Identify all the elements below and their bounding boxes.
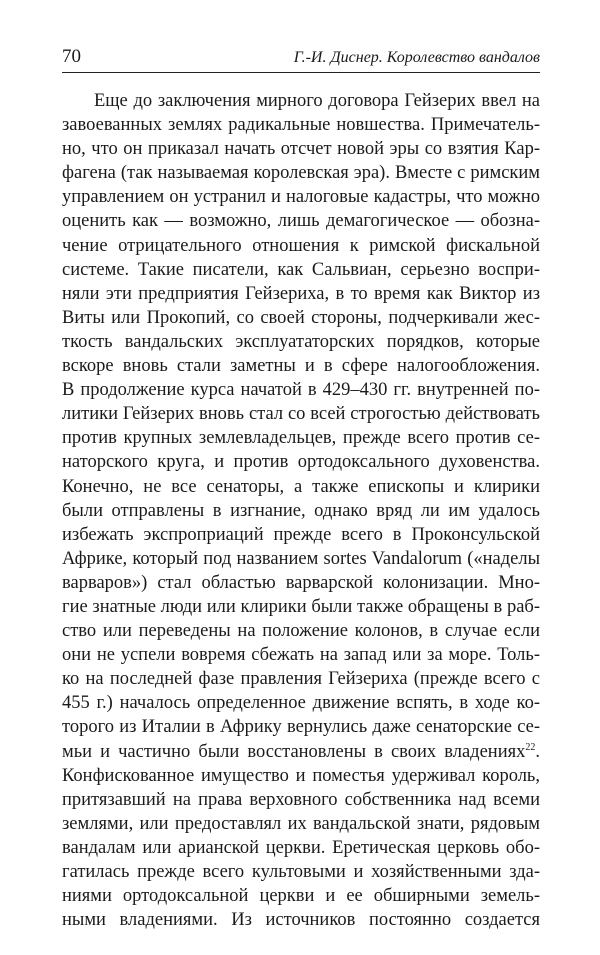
text-line <box>62 812 540 836</box>
text-line-content: няли эти предприятия Гейзериха, в то время как Виктор из <box>62 283 540 304</box>
text-line <box>62 161 540 185</box>
text-line <box>62 908 540 932</box>
text-line <box>62 402 540 426</box>
text-line <box>62 764 540 788</box>
text-line-content: были отправлены в изгнание, однако вряд ли им удалось <box>62 500 540 521</box>
text-line-content: Конечно, не все сенаторы, а также епископы и клирики <box>62 476 540 497</box>
running-header <box>62 44 540 73</box>
text-line-content: варваров») стал областью варварской колонизации. Мно- <box>62 572 540 593</box>
text-line-content: ткость вандальских эксплуататорских порядков, которые <box>62 331 540 352</box>
text-line <box>62 209 540 233</box>
text-line <box>62 860 540 884</box>
text-line-content: избежать экспроприаций прежде всего в Проконсульской <box>62 524 540 545</box>
text-line <box>62 715 540 739</box>
running-title: Г.-И. Диснер. Королевство вандалов <box>293 49 540 66</box>
text-line-content: они не успели вовремя сбежать на запад или за море. Толь- <box>62 645 540 666</box>
text-line-content: вандалам или арианской церкви. Еретическая церковь обо- <box>62 837 540 858</box>
page-number: 70 <box>62 46 81 67</box>
text-line <box>62 619 540 643</box>
text-line <box>62 571 540 595</box>
text-line-content: гатилась прежде всего культовыми и хозяйственными зда- <box>62 862 540 882</box>
text-line-content: притязавший на права верховного собственника над всеми <box>62 789 540 810</box>
text-line <box>62 499 540 523</box>
text-line-content: ниями ортодоксальной церкви и ее обширными земель- <box>62 886 540 907</box>
text-line <box>62 234 540 258</box>
text-line <box>62 667 540 691</box>
text-line <box>62 788 540 812</box>
text-line-content: 455 г.) началось определенное движение вспять, в ходе ко- <box>62 693 540 714</box>
text-line <box>62 475 540 499</box>
text-line-content: наторского круга, и против ортодоксального духовенства. <box>62 452 540 473</box>
text-line-content: Конфискованное имущество и поместья удерживал король, <box>62 765 540 786</box>
text-line <box>62 884 540 908</box>
text-line <box>62 643 540 667</box>
text-line <box>62 691 540 715</box>
text-line-content: управлением он устранил и налоговые кадастры, что можно <box>62 187 540 208</box>
text-line <box>62 836 540 860</box>
text-line-content: оценить как — возможно, лишь демагогическое — обозна- <box>62 211 540 232</box>
footnote-reference[interactable]: 22 <box>525 741 536 753</box>
text-line-content: ство или переведены на положение колонов, в случае если <box>62 621 540 642</box>
text-line-content: ными владениями. Из источников постоянно создается <box>62 910 540 931</box>
text-line-content: Виты или Прокопий, со своей стороны, подчеркивали жес- <box>62 307 540 328</box>
text-line <box>62 450 540 474</box>
text-line-content: фагена (так называемая королевская эра). Вместе с римским <box>62 163 540 184</box>
text-line <box>62 113 540 137</box>
text-line-content: землями, или предоставлял их вандальской знати, рядовым <box>62 813 540 834</box>
text-line <box>62 354 540 378</box>
text-line-content: против крупных землевладельцев, прежде всего против се- <box>62 428 540 449</box>
text-line <box>62 523 540 547</box>
text-line <box>62 137 540 161</box>
text-line-content: вскоре вновь стали заметны и в сфере налогообложения. <box>62 356 540 377</box>
text-line-content: но, что он приказал начать отсчет новой эры со взятия Кар- <box>62 139 540 160</box>
text-line <box>62 426 540 450</box>
text-line-content: завоеванных землях радикальные новшества. Примечатель- <box>62 115 540 136</box>
text-line <box>62 306 540 330</box>
text-line-content: торого из Италии в Африку вернулись даже сенаторские се- <box>62 717 540 738</box>
text-line-content: чение отрицательного отношения к римской фискальной <box>62 235 540 256</box>
text-line-content: системе. Такие писатели, как Сальвиан, серьезно воспри- <box>62 259 540 280</box>
text-line-content: ко на последней фазе правления Гейзериха (прежде всего с <box>62 669 540 690</box>
text-line <box>62 89 540 113</box>
footnote-trailing-punctuation: . <box>535 741 540 762</box>
text-line <box>62 185 540 209</box>
text-line-content: Африке, который под названием sortes Vandalorum («наделы <box>62 548 540 569</box>
text-line-content: В продолжение курса начатой в 429–430 гг. внутренней по- <box>62 380 540 401</box>
text-line <box>62 595 540 619</box>
text-line <box>62 258 540 282</box>
body-text <box>62 89 540 932</box>
text-line <box>62 547 540 571</box>
text-line <box>62 330 540 354</box>
text-line-content: литики Гейзерих вновь стал со всей строгостью действовать <box>62 404 540 425</box>
text-line-content: Еще до заключения мирного договора Гейзерих ввел на <box>94 91 540 111</box>
text-line-content: гие знатные люди или клирики были также обращены в раб- <box>62 596 540 617</box>
text-line <box>62 282 540 306</box>
text-line <box>62 740 540 764</box>
text-line <box>62 378 540 402</box>
text-line-content: мьи и частично были восстановлены в своих владениях <box>62 741 526 762</box>
